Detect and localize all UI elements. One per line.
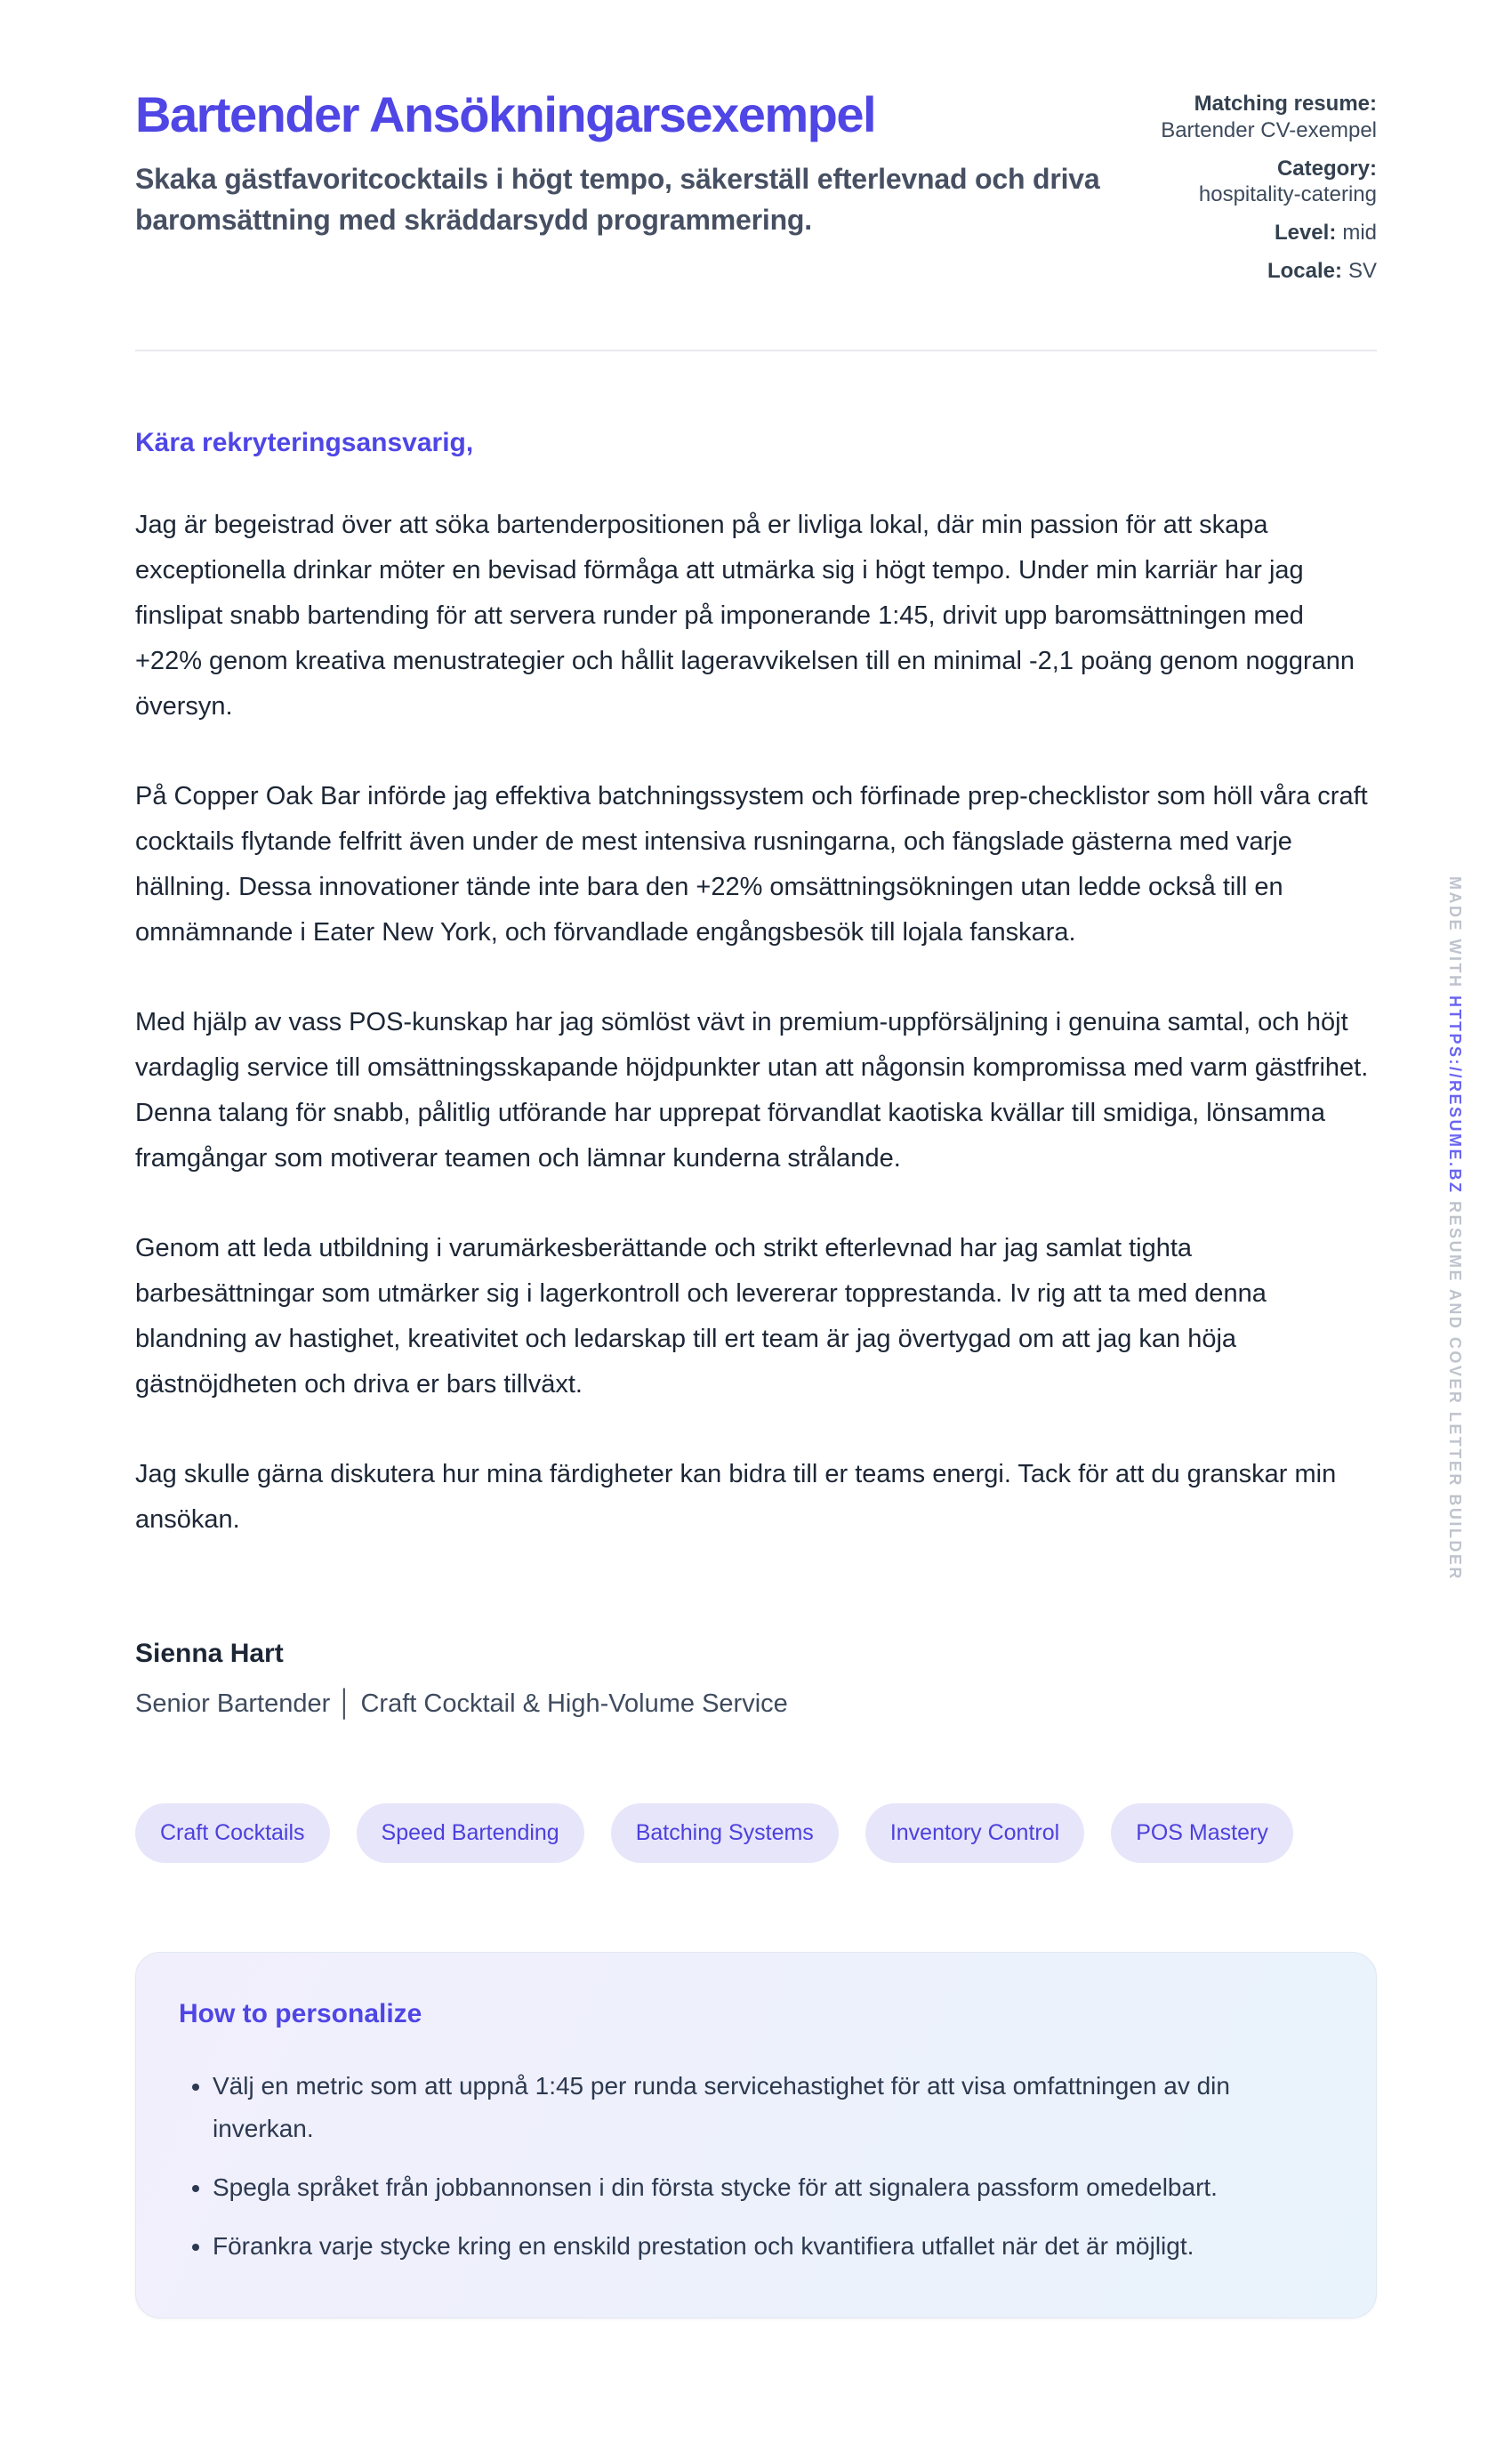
personalize-box xyxy=(135,1952,1377,2318)
meta-matching-resume-value: Bartender CV-exempel xyxy=(1161,117,1377,142)
signature-block xyxy=(135,1639,1377,1719)
watermark-suffix: RESUME AND COVER LETTER BUILDER xyxy=(1446,1201,1464,1581)
skill-tag-craft-cocktails: Craft Cocktails xyxy=(135,1803,330,1863)
personalize-bullet-2: • Spegla språket från jobbannonsen i din första stycke för att signalera passform omedelbart. xyxy=(213,2166,1326,2209)
letter-paragraph-5: Jag skulle gärna diskutera hur mina färdigheter kan bidra till er teams energi. Tack för att du granskar min ansökan. xyxy=(135,1459,1337,1534)
letter-greeting: Kära rekryteringsansvarig, xyxy=(135,427,474,457)
personalize-list xyxy=(179,2065,1326,2268)
header-divider xyxy=(135,350,1377,351)
watermark-resume-bz-link[interactable]: HTTPS://RESUME.BZ xyxy=(1446,996,1464,1195)
meta-category-value: hospitality-catering xyxy=(1198,182,1377,207)
cover-letter xyxy=(135,428,1377,1719)
personalize-bullet-3: • Förankra varje stycke kring en enskild prestation och kvantifiera utfallet när det är möjligt. xyxy=(213,2225,1326,2268)
meta-level-value: mid xyxy=(1342,221,1377,245)
meta-category-label: Category: xyxy=(1276,156,1377,181)
skill-tag-pos-mastery: POS Mastery xyxy=(1111,1803,1293,1863)
meta-locale xyxy=(1154,258,1377,285)
skill-tag-speed-bartending: Speed Bartending xyxy=(357,1803,584,1863)
resume-meta xyxy=(1154,87,1377,296)
personalize-bullet-1: • Välj en metric som att uppnå 1:45 per runda servicehastighet för att visa omfattningen av din inverkan. xyxy=(213,2065,1326,2150)
personalize-title: How to personalize xyxy=(179,1998,422,2028)
meta-level-label: Level: xyxy=(1274,221,1337,245)
meta-locale-value: SV xyxy=(1347,258,1377,283)
skill-tag-batching-systems: Batching Systems xyxy=(611,1803,839,1863)
skill-tag-inventory-control: Inventory Control xyxy=(865,1803,1084,1863)
letter-paragraph-1: Jag är begeistrad över att söka bartenderpositionen på er livliga lokal, där min passion för att skapa exceptionella drinkar möter en bevisad förmåga att utmärka sig i högt tempo. Under min karriär har jag finslipat snabb bartending för att servera runder på imponerande 1:45, drivit upp baromsättningen med +22% genom kreativa menustrategier och hållit lageravvikelsen till en minimal -2,1 poäng genom noggrann översyn. xyxy=(135,510,1355,721)
page-title: Bartender Ansökningarsexempel xyxy=(135,86,876,142)
letter-paragraph-3: Med hjälp av vass POS-kunskap har jag sömlöst vävt in premium-uppförsäljning i genuina samtal, och höjt vardaglig service till omsättningsskapande höjdpunkter utan att någonsin kompromissa med varm gästfrihet. Denna talang för snabb, pålitlig utförande har upprepat förvandlat kaotiska kvällar till smidiga, lönsamma framgångar som motiverar teamen och lämnar kunderna strålande. xyxy=(135,1007,1369,1173)
header xyxy=(135,87,1377,296)
watermark-prefix: MADE WITH xyxy=(1446,876,1464,989)
meta-locale-label: Locale: xyxy=(1267,258,1342,283)
watermark-sidebar xyxy=(1445,876,1464,1581)
letter-paragraph-4: Genom att leda utbildning i varumärkesberättande och strikt efterlevnad har jag samlat tighta barbesättningar som utmärker sig i lagerkontroll och levererar topprestanda. Iv rig att ta med denna blandning av hastighet, kreativitet och ledarskap till ert team är jag övertygad om att jag kan höja gästnöjdheten och driva er bars tillväxt. xyxy=(135,1233,1267,1399)
meta-matching-resume-label: Matching resume: xyxy=(1194,92,1377,116)
meta-matching-resume xyxy=(1154,91,1377,144)
meta-level xyxy=(1154,220,1377,246)
signature-name: Sienna Hart xyxy=(135,1638,284,1668)
header-title-block xyxy=(135,87,1119,240)
page-subtitle: Skaka gästfavoritcocktails i högt tempo, säkerställ efterlevnad och driva baromsättning med skräddarsydd programmering. xyxy=(135,162,1100,236)
skill-tags xyxy=(135,1803,1377,1863)
meta-category xyxy=(1154,156,1377,209)
signature-role: Senior Bartender │ Craft Cocktail & High-Volume Service xyxy=(135,1689,788,1718)
letter-paragraph-2: På Copper Oak Bar införde jag effektiva batchningssystem och förfinade prep-checklistor som höll våra craft cocktails flytande felfritt även under de mest intensiva rusningarna, och fängslade gästerna med varje hällning. Dessa innovationer tände inte bara den +22% omsättningsökningen utan ledde också till en omnämnande i Eater New York, och förvandlade engångsbesök till lojala fanskara. xyxy=(135,781,1368,947)
